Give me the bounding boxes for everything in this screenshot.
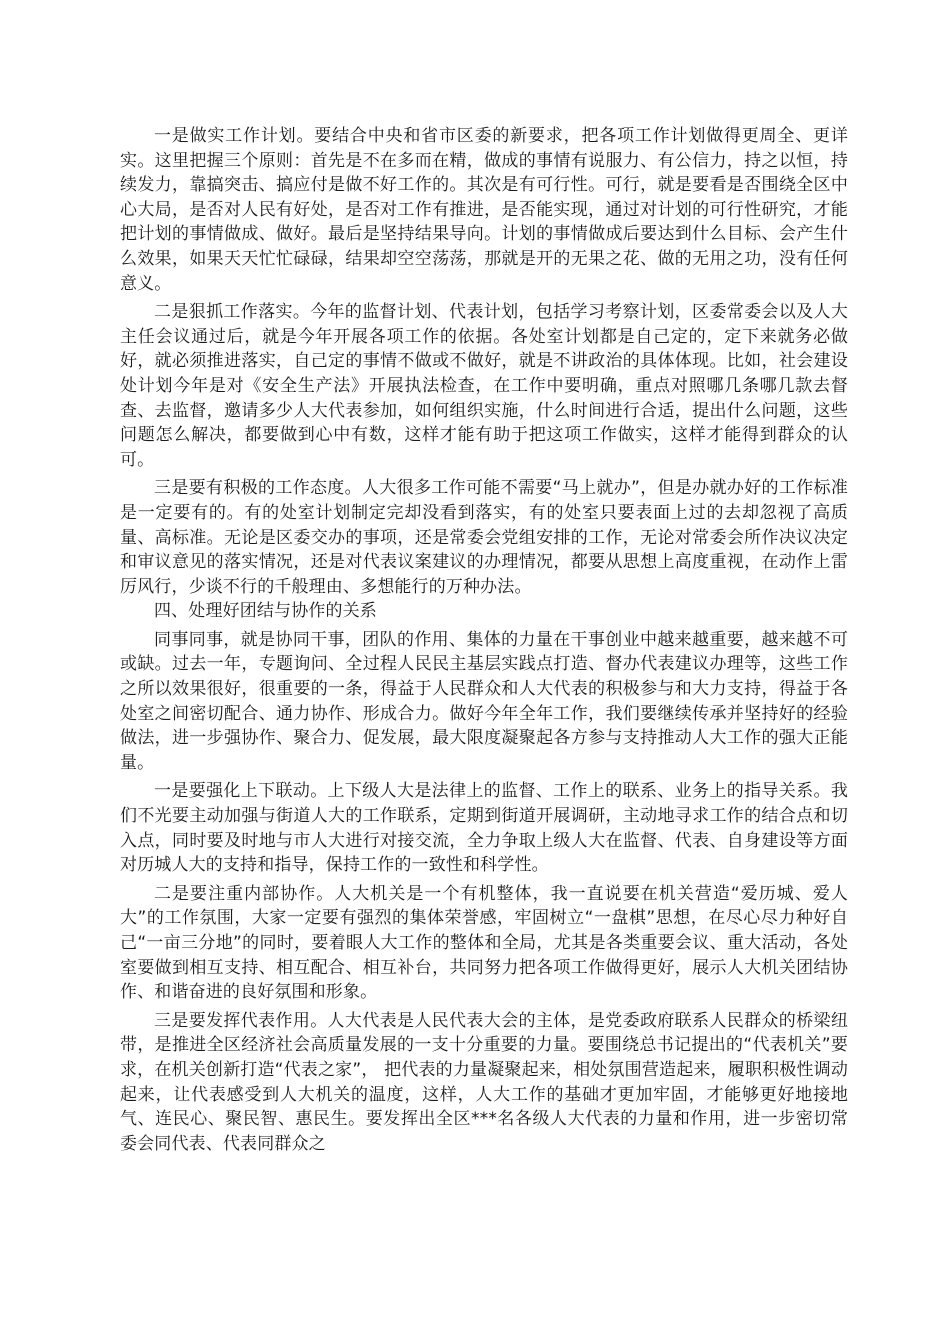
section-heading-unity-cooperation: 四、处理好团结与协作的关系 (154, 601, 377, 622)
paragraph-work-attitude: 三是要有积极的工作态度。人大很多工作可能不需要“马上就办”，但是办就办好的工作标准是一定要有的。有的处室计划制定完却没看到落实，有的处室只要表面上过的去却忽视了高质量、高标准。无论是区委交办的事项，还是常委会党组安排的工作，无论对常委会所作决议决定和审议意见的落实情况，还是对代表议案建议的办理情况，都要从思想上高度重视，在动作上雷厉风行，少谈不行的千般理由、多想能行的万种办法。 (120, 478, 848, 597)
paragraph-teamwork-intro: 同事同事，就是协同干事，团队的作用、集体的力量在干事创业中越来越重要，越来越不可或缺。过去一年，专题询问、全过程人民民主基层实践点打造、督办代表建议办理等，这些工作之所以效果很好，很重要的一条，得益于人民群众和人大代表的积极参与和大力支持，得益于各处室之间密切配合、通力协作、形成合力。做好今年全年工作，我们要继续传承并坚持好的经验做法，进一步强协作、聚合力、促发展，最大限度凝聚起各方参与支持推动人大工作的强大正能量。 (120, 629, 848, 773)
paragraph-deputies-role: 三是要发挥代表作用。人大代表是人民代表大会的主体，是党委政府联系人民群众的桥梁纽带，是推进全区经济社会高质量发展的一支十分重要的力量。要围绕总书记提出的“代表机关”要求，在机关创新打造“代表之家”， 把代表的力量凝聚起来，相处氛围营造起来，履职积极性调动起来，让代表感受到人大机关的温度，这样，人大工作的基础才更加牢固，才能够更好地接地气、连民心、聚民智、惠民生。要发挥出全区***名各级人大代表的力量和作用，进一步密切常委会同代表、代表同群众之 (120, 1010, 848, 1154)
paragraph-internal-cooperation: 二是要注重内部协作。人大机关是一个有机整体，我一直说要在机关营造“爱历城、爱人大”的工作氛围，大家一定要有强烈的集体荣誉感，牢固树立“一盘棋”思想，在尽心尽力种好自己“一亩三分地”的同时，要着眼人大工作的整体和全局，尤其是各类重要会议、重大活动，各处室要做到相互支持、相互配合、相互补台，共同努力把各项工作做得更好，展示人大机关团结协作、和谐奋进的良好氛围和形象。 (120, 883, 848, 1003)
paragraph-work-plan: 一是做实工作计划。要结合中央和省市区委的新要求，把各项工作计划做得更周全、更详实。这里把握三个原则：首先是不在多而在精，做成的事情有说服力、有公信力，持之以恒，持续发力，靠搞突击、搞应付是做不好工作的。其次是有可行性。可行，就是要看是否围绕全区中心大局，是否对人民有好处，是否对工作有推进，是否能实现，通过对计划的可行性研究，才能把计划的事情做成、做好。最后是坚持结果导向。计划的事情做成后要达到什么目标、会产生什么效果，如果天天忙忙碌碌，结果却空空荡荡，那就是开的无果之花、做的无用之功，没有任何意义。 (120, 126, 848, 294)
document-body (120, 124, 848, 1156)
paragraph-work-implementation: 二是狠抓工作落实。今年的监督计划、代表计划，包括学习考察计划，区委常委会以及人大主任会议通过后，就是今年开展各项工作的依据。各处室计划都是自己定的，定下来就务必做好，就必须推进落实，自己定的事情不做或不做好，就是不讲政治的具体体现。比如，社会建设处计划今年是对《安全生产法》开展执法检查，在工作中要明确，重点对照哪几条哪几款去督查、去监督，邀请多少人大代表参加，如何组织实施，什么时间进行合适，提出什么问题，这些问题怎么解决，都要做到心中有数，这样才能有助于把这项工作做实，这样才能得到群众的认可。 (120, 302, 848, 470)
paragraph-upper-lower-linkage: 一是要强化上下联动。上下级人大是法律上的监督、工作上的联系、业务上的指导关系。我们不光要主动加强与街道人大的工作联系，定期到街道开展调研，主动地寻求工作的结合点和切入点，同时要及时地与市人大进行对接交流，全力争取上级人大在监督、代表、自身建设等方面对历城人大的支持和指导，保持工作的一致性和科学性。 (120, 781, 848, 876)
